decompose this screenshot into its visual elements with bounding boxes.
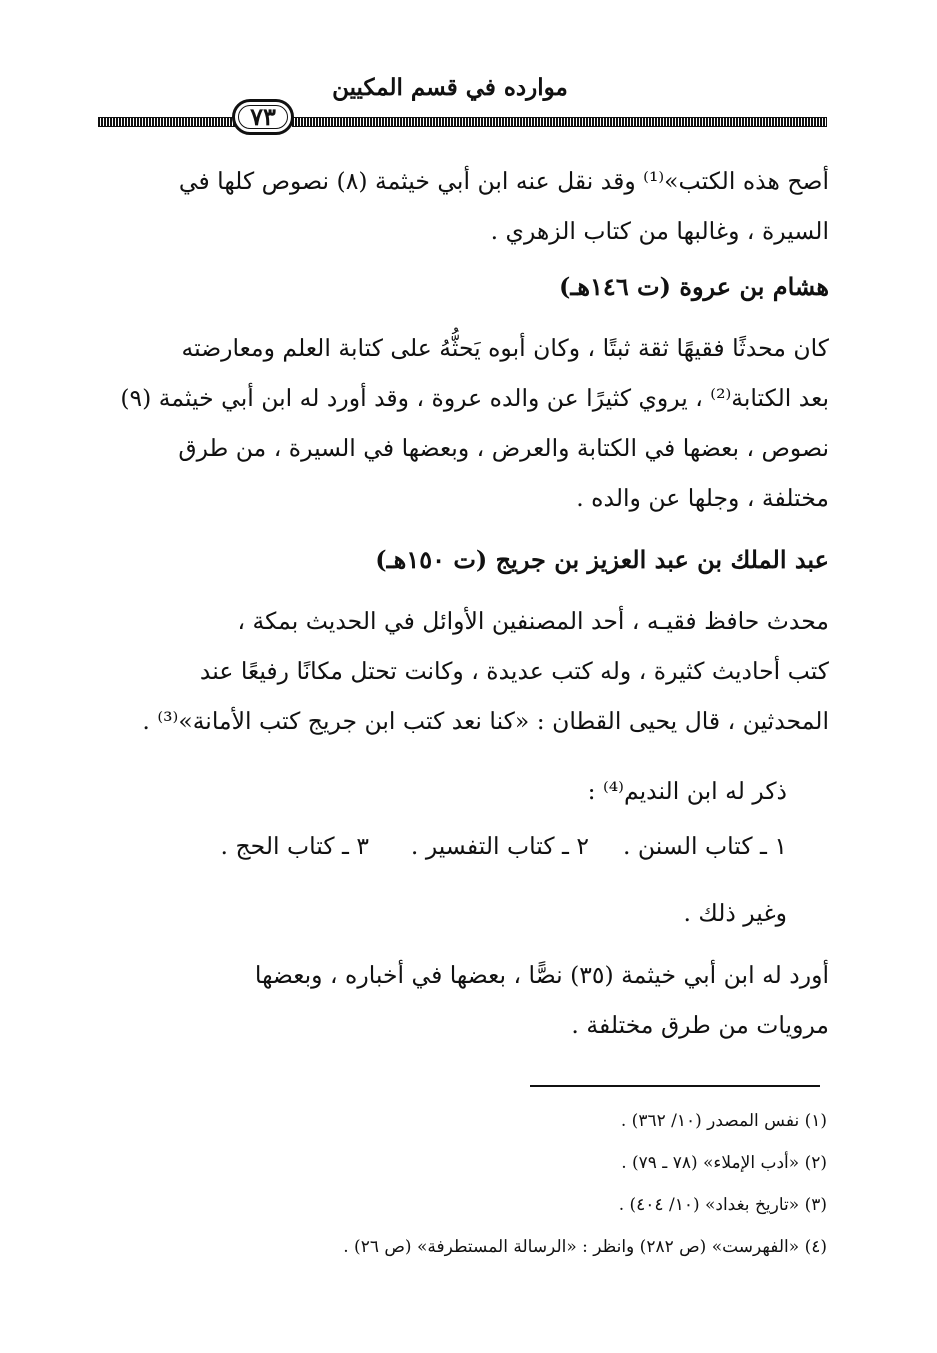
text-line: محدث حافظ فقيـه ، أحد المصنفين الأوائل في الحديث بمكة ، <box>237 607 829 635</box>
text-line: بعد الكتابة⁽²⁾ ، يروي كثيرًا عن والده عروة ، وقد أورد له ابن أبي خيثمة (٩) <box>120 384 829 412</box>
text-line: كتب أحاديث كثيرة ، وله كتب عديدة ، وكانت تحتل مكانًا رفيعًا عند <box>199 657 829 685</box>
text-line: كان محدثًا فقيهًا ثقة ثبتًا ، وكان أبوه يَحثُّهُ على كتابة العلم ومعارضته <box>181 334 829 362</box>
text-line: مختلفة ، وجلها عن والده . <box>576 484 829 512</box>
footnote-1: (١) نفس المصدر (١٠/ ٣٦٢) . <box>620 1111 827 1131</box>
footnote-2: (٢) «أدب الإملاء» (٧٨ ـ ٧٩) . <box>621 1153 827 1173</box>
header-rule-left <box>98 117 236 127</box>
text-line: السيرة ، وغالبها من كتاب الزهري . <box>490 217 829 245</box>
text-line: مرويات من طرق مختلفة . <box>571 1011 829 1039</box>
text-line: أورد له ابن أبي خيثمة (٣٥) نصًّا ، بعضها في أخباره ، وبعضها <box>254 961 829 989</box>
paragraph-other <box>99 888 829 938</box>
book-item: ٣ ـ كتاب الحج . <box>220 832 369 860</box>
paragraph-intro <box>99 156 829 256</box>
footnote-4: (٤) «الفهرست» (ص ٢٨٢) وانظر : «الرسالة المستطرفة» (ص ٢٦) . <box>343 1237 827 1257</box>
book-item: ١ ـ كتاب السنن . <box>622 832 787 860</box>
text-line: نصوص ، بعضها في الكتابة والعرض ، وبعضها في السيرة ، من طرق <box>178 434 829 462</box>
text-line: أصح هذه الكتب»⁽¹⁾ وقد نقل عنه ابن أبي خيثمة (٨) نصوص كلها في <box>178 167 829 195</box>
running-header-title: موارده في قسم المكيين <box>332 74 568 101</box>
paragraph-narrations <box>99 950 829 1050</box>
section-heading-ibn-jurayj: عبد الملك بن عبد العزيز بن جريج (ت ١٥٠هـ) <box>375 545 829 574</box>
page-number-badge: ٧٣ <box>232 99 294 135</box>
text-line: المحدثين ، قال يحيى القطان : «كنا نعد كتب ابن جريج كتب الأمانة»⁽³⁾ . <box>142 707 829 735</box>
book-item: ٢ ـ كتاب التفسير . <box>410 832 589 860</box>
header-rule-right <box>292 117 827 127</box>
section-heading-hisham: هشام بن عروة (ت ١٤٦هـ) <box>558 272 829 301</box>
footnotes <box>97 1100 827 1268</box>
footnote-separator <box>530 1085 820 1087</box>
text-line: وغير ذلك . <box>683 899 787 927</box>
paragraph-ibn-nadim <box>99 766 829 816</box>
paragraph-hisham <box>99 323 829 523</box>
footnote-3: (٣) «تاريخ بغداد» (١٠/ ٤٠٤) . <box>618 1195 827 1215</box>
paragraph-ibn-jurayj <box>99 596 829 746</box>
text-line: ذكر له ابن النديم⁽⁴⁾ : <box>587 777 787 805</box>
